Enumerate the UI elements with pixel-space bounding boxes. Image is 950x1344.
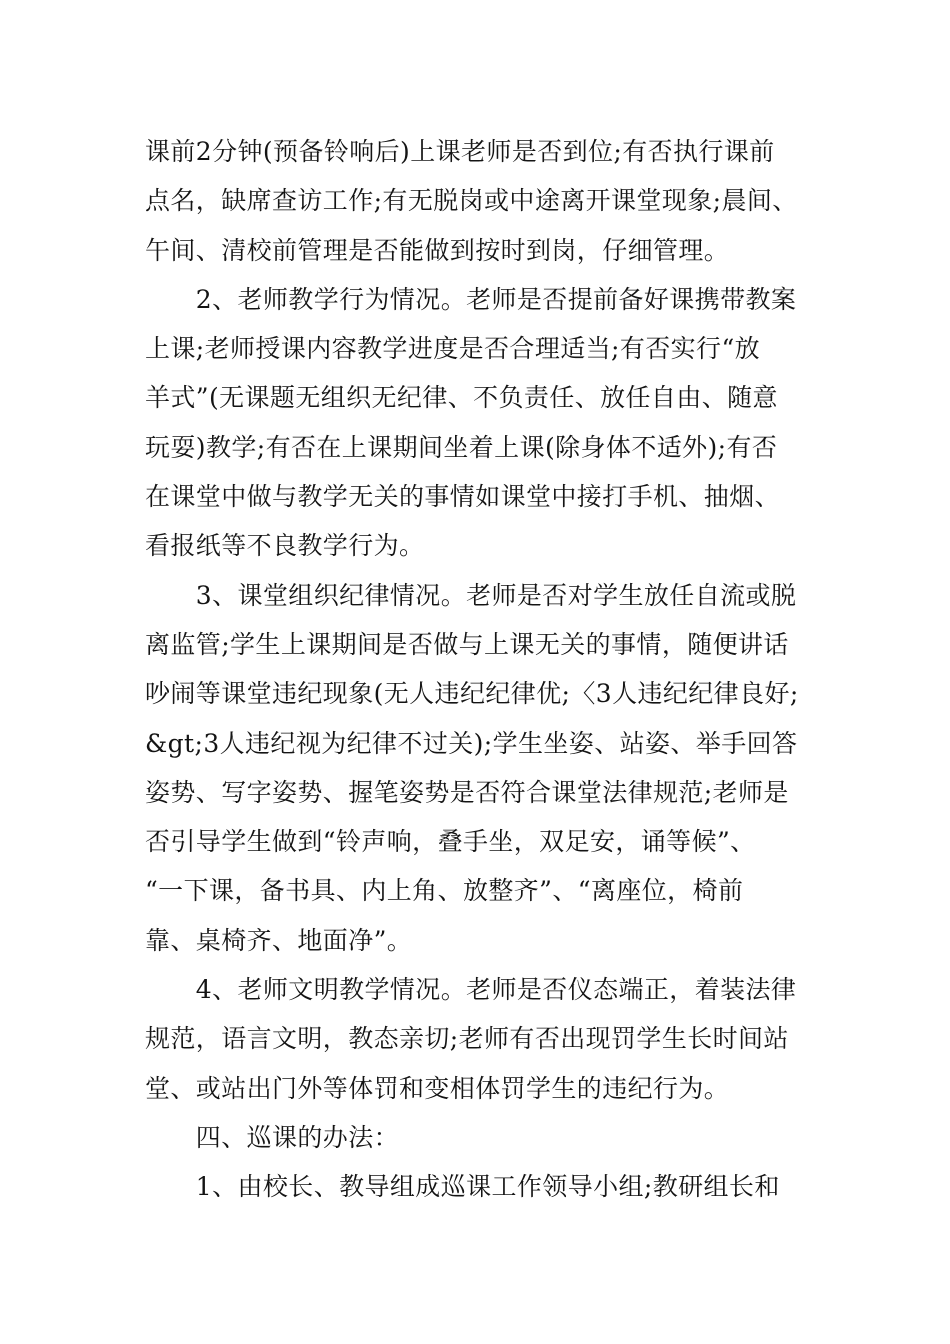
text-line: 午间、清校前管理是否能做到按时到岗，仔细管理。 bbox=[145, 235, 730, 265]
text-line: 离监管;学生上课期间是否做与上课无关的事情，随便讲话 bbox=[145, 629, 789, 659]
text-line: 否引导学生做到“铃声响，叠手坐，双足安，诵等候”、 bbox=[145, 827, 756, 857]
text-line: &gt;3人违纪视为纪律不过关);学生坐姿、站姿、举手回答 bbox=[145, 728, 798, 758]
text-line: 看报纸等不良教学行为。 bbox=[145, 531, 425, 561]
section-heading: 四、巡课的办法： bbox=[145, 1122, 400, 1152]
text-line: 在课堂中做与教学无关的事情如课堂中接打手机、抽烟、 bbox=[145, 482, 781, 512]
text-line: 羊式”(无课题无组织无纪律、不负责任、放任自由、随意 bbox=[145, 383, 778, 413]
text-line: 堂、或站出门外等体罚和变相体罚学生的违纪行为。 bbox=[145, 1073, 730, 1103]
text-line: 课前2分钟(预备铃响后)上课老师是否到位;有否执行课前 bbox=[145, 137, 775, 166]
text-line: 2、老师教学行为情况。老师是否提前备好课携带教案 bbox=[145, 284, 797, 314]
text-line: 规范，语言文明，教态亲切;老师有否出现罚学生长时间站 bbox=[145, 1024, 789, 1054]
text-line: 靠、桌椅齐、地面净”。 bbox=[145, 925, 413, 955]
text-line: 吵闹等课堂违纪现象(无人违纪纪律优;〈3人违纪纪律良好; bbox=[145, 679, 799, 709]
document-body bbox=[145, 127, 835, 1212]
text-line: 姿势、写字姿势、握笔姿势是否符合课堂法律规范;老师是 bbox=[145, 777, 789, 807]
text-line: 上课;老师授课内容教学进度是否合理适当;有否实行“放 bbox=[145, 334, 761, 364]
text-line: 玩耍)教学;有否在上课期间坐着上课(除身体不适外);有否 bbox=[145, 432, 778, 462]
text-line: 3、课堂组织纪律情况。老师是否对学生放任自流或脱 bbox=[145, 580, 797, 610]
text-line: 4、老师文明教学情况。老师是否仪态端正，着装法律 bbox=[145, 975, 797, 1005]
text-line: 1、由校长、教导组成巡课工作领导小组;教研组长和 bbox=[145, 1172, 780, 1202]
text-line: 点名，缺席查访工作;有无脱岗或中途离开课堂现象;晨间、 bbox=[145, 186, 798, 216]
text-line: “一下课，备书具、内上角、放整齐”、“离座位，椅前 bbox=[145, 876, 744, 906]
